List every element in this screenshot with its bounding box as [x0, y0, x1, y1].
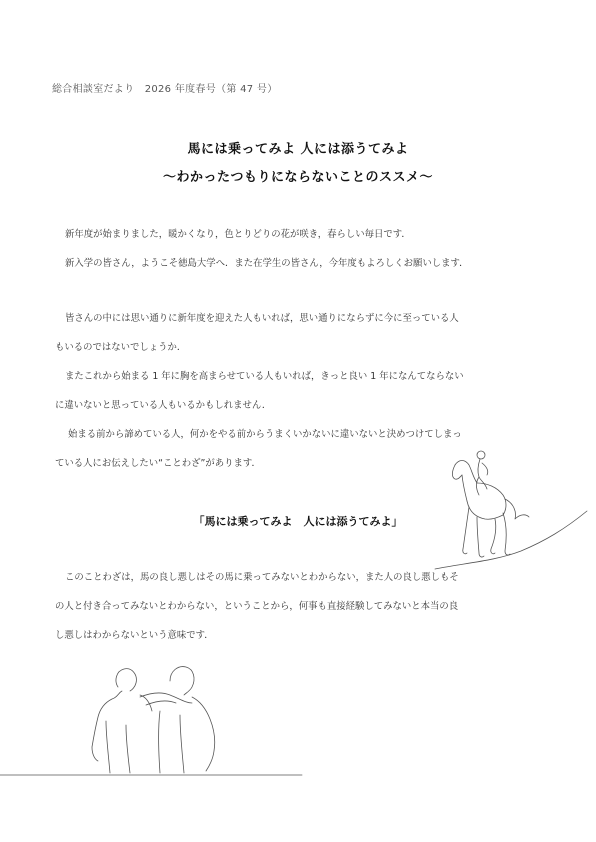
paragraph-line: 新入学の皆さん，ようこそ徳島大学へ．また在学生の皆さん，今年度もよろしくお願いします． [65, 258, 469, 269]
horse-rider-illustration [425, 445, 590, 575]
two-people-illustration [0, 655, 310, 785]
page-subtitle: 〜わかったつもりにならないことのススメ〜 [162, 170, 433, 185]
paragraph-line: 新年度が始まりました，暖かくなり，色とりどりの花が咲き，春らしい毎日です． [65, 229, 411, 240]
paragraph-line: 始まる前から諦めている人，何かをやる前からうまくいかないに違いないと決めつけてしまっ [68, 429, 462, 440]
newsletter-header: 総合相談室だより 2026 年度春号（第 47 号） [52, 84, 278, 95]
proverb-heading: 「馬には乗ってみよ 人には添うてみよ」 [193, 515, 403, 528]
paragraph-line: このことわざは，馬の良し悪しはその馬に乗ってみないとわからない，また人の良し悪しもそ [65, 572, 459, 583]
page-title: 馬には乗ってみよ 人には添うてみよ [187, 142, 409, 157]
paragraph-line: ている人にお伝えしたい“ことわざ”があります． [55, 458, 261, 469]
paragraph-line: 皆さんの中には思い通りに新年度を迎えた人もいれば，思い通りにならずに今に至っている人 [65, 313, 459, 324]
explanation-paragraph [55, 563, 545, 650]
paragraph-line: もいるのではないでしょうか． [55, 342, 187, 353]
greeting-paragraph [55, 220, 545, 278]
paragraph-line: の人と付き合ってみないとわからない，ということから，何事も直接経験してみないと本当の良 [55, 601, 459, 612]
paragraph-line: またこれから始まる 1 年に胸を高まらせている人もいれば，きっと良い 1 年になんてならない [65, 371, 464, 382]
paragraph-line: し悪しはわからないという意味です． [55, 630, 214, 641]
paragraph-line: に違いないと思っている人もいるかもしれません． [55, 400, 272, 411]
